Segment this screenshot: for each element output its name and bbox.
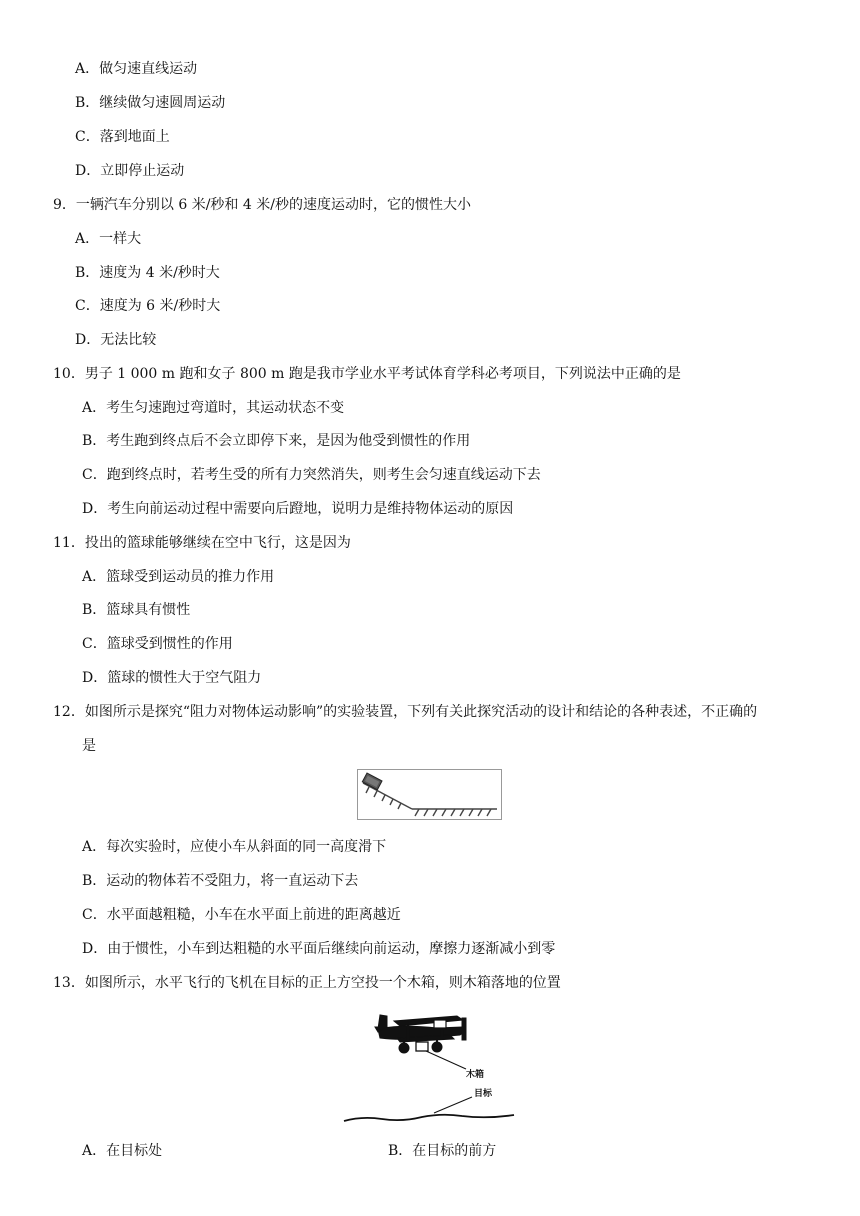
q10-option-d: D．考生向前运动过程中需要向后蹬地，说明力是维持物体运动的原因 bbox=[82, 501, 514, 517]
prev-option-a: A．做匀速直线运动 bbox=[75, 61, 198, 77]
q9-option-d: D．无法比较 bbox=[75, 332, 157, 348]
target-label: 目标 bbox=[474, 1089, 493, 1099]
q13-stem: 13．如图所示，水平飞行的飞机在目标的正上方空投一个木箱，则木箱落地的位置 bbox=[53, 975, 561, 991]
q9-option-a: A．一样大 bbox=[75, 231, 142, 247]
q12-option-c: C．水平面越粗糙，小车在水平面上前进的距离越近 bbox=[82, 907, 401, 923]
q9-option-b: B．速度为 4 米/秒时大 bbox=[75, 265, 220, 281]
q10-option-b: B．考生跑到终点后不会立即停下来，是因为他受到惯性的作用 bbox=[82, 433, 471, 449]
prev-option-b: B．继续做匀速圆周运动 bbox=[75, 95, 226, 111]
q11-option-a: A．篮球受到运动员的推力作用 bbox=[82, 569, 275, 585]
q10-stem: 10．男子 1 000 m 跑和女子 800 m 跑是我市学业水平考试体育学科必考项目，下列说法中正确的是 bbox=[53, 366, 681, 382]
q12-stem-line1: 12．如图所示是探究“阻力对物体运动影响”的实验装置，下列有关此探究活动的设计和结论的各种表述，不正确的 bbox=[53, 704, 758, 720]
q12-option-d: D．由于惯性，小车到达粗糙的水平面后继续向前运动，摩擦力逐渐减小到零 bbox=[82, 941, 556, 957]
wooden-box-shape bbox=[416, 1042, 428, 1051]
q13-option-a: A．在目标处 bbox=[82, 1143, 163, 1159]
incline-experiment-figure bbox=[357, 769, 502, 821]
box-label: 木箱 bbox=[466, 1070, 485, 1080]
prev-option-d: D．立即停止运动 bbox=[75, 163, 185, 179]
q9-stem: 9．一辆汽车分别以 6 米/秒和 4 米/秒的速度运动时，它的惯性大小 bbox=[53, 197, 471, 213]
prev-option-c: C．落到地面上 bbox=[75, 129, 170, 145]
q11-option-d: D．篮球的惯性大于空气阻力 bbox=[82, 670, 262, 686]
q10-option-a: A．考生匀速跑过弯道时，其运动状态不变 bbox=[82, 400, 345, 416]
q12-option-a: A．每次实验时，应使小车从斜面的同一高度滑下 bbox=[82, 839, 387, 855]
q11-stem: 11．投出的篮球能够继续在空中飞行，这是因为 bbox=[53, 535, 351, 551]
airplane-drop-figure bbox=[342, 1005, 518, 1127]
q9-option-c: C．速度为 6 米/秒时大 bbox=[75, 298, 221, 314]
q13-option-b: B．在目标的前方 bbox=[388, 1143, 497, 1159]
q10-option-c: C．跑到终点时，若考生受的所有力突然消失，则考生会匀速直线运动下去 bbox=[82, 467, 541, 483]
q11-option-c: C．篮球受到惯性的作用 bbox=[82, 636, 233, 652]
q12-stem-line2: 是 bbox=[82, 738, 96, 754]
q12-option-b: B．运动的物体若不受阻力，将一直运动下去 bbox=[82, 873, 359, 889]
q11-option-b: B．篮球具有惯性 bbox=[82, 602, 191, 618]
